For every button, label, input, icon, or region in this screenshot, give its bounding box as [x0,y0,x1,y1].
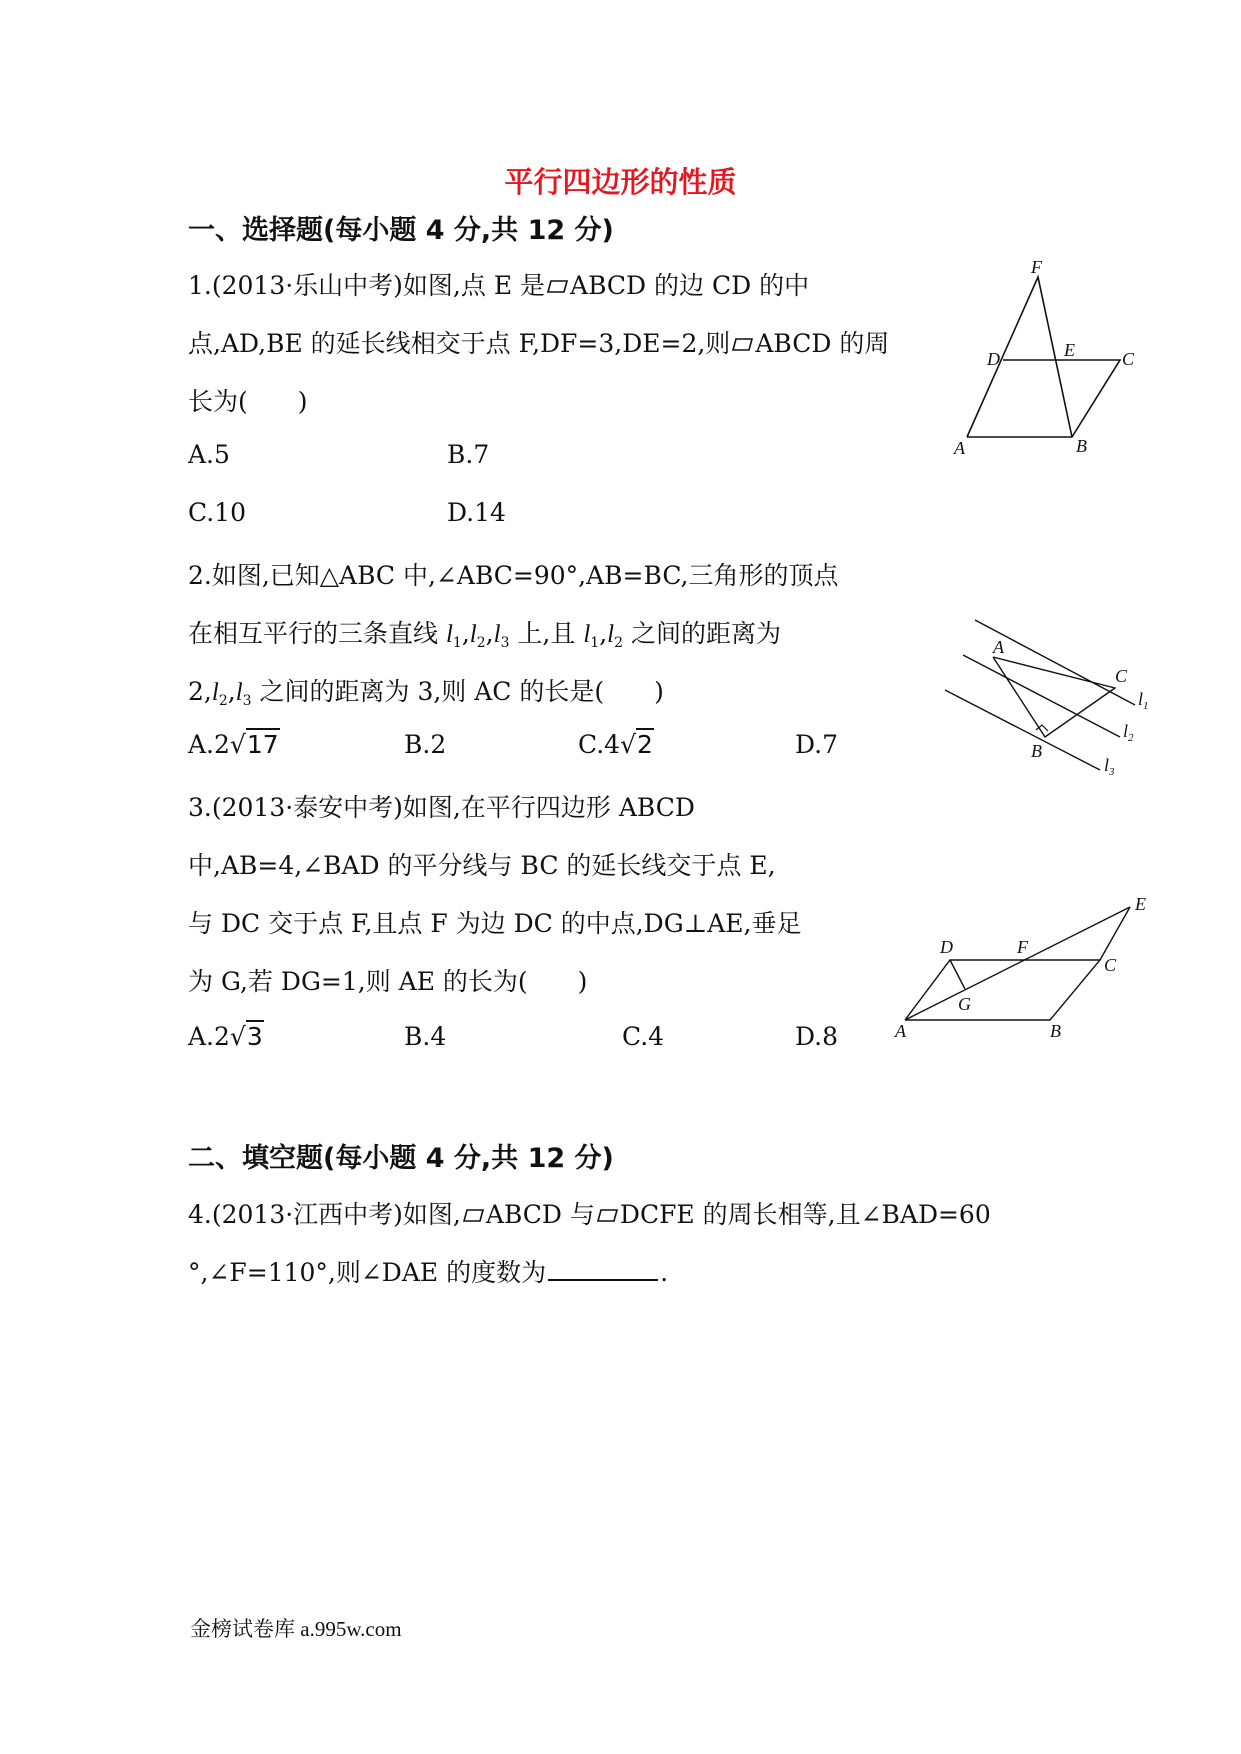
label-a: A [993,637,1004,657]
line-l-symbol: l [607,621,615,648]
q2-text-c: 之间的距离为 [623,619,781,648]
parallelogram-icon [732,338,753,351]
radicand: 3 [246,1022,263,1051]
label-f: F [1017,937,1028,957]
q3-line-3: 与 DC 交于点 F,且点 F 为边 DC 的中点,DG⊥AE,垂足 [188,909,802,938]
subscript: 3 [242,693,252,709]
label-c: C [1115,666,1128,686]
sqrt-icon: √3 [229,1022,263,1051]
label-g: G [958,994,971,1014]
q3-line-1: 3.(2013·泰安中考)如图,在平行四边形 ABCD [188,793,695,822]
q2-option-c [578,730,654,759]
label-b: B [1076,436,1087,456]
subscript: 3 [500,635,510,651]
triangle-fab [967,277,1072,437]
subscript: 1 [452,635,462,651]
label-c: C [1122,349,1135,369]
q1-parallelogram-figure [940,255,1140,465]
line-l-symbol: l [445,621,453,648]
q1-text-a: 1.(2013·乐山中考)如图,点 E 是 [188,271,546,300]
parallelogram-abcd [967,360,1120,437]
label-d: D [940,937,953,957]
q4-text-d: °,∠F=110°,则∠DAE 的度数为 [188,1258,547,1287]
q4-text-c: DCFE 的周长相等,且∠BAD=60 [619,1200,991,1229]
q3-option-c: C.4 [622,1022,665,1051]
q2-line-1: 2.如图,已知△ABC 中,∠ABC=90°,AB=BC,三角形的顶点 [188,561,839,590]
q2-option-a-prefix: A.2 [188,730,230,759]
q1-line-3: 长为( ) [188,387,308,416]
q4-text-b: ABCD 与 [485,1200,595,1229]
q3-option-d: D.8 [795,1022,839,1051]
q3-parallelogram-figure [890,890,1160,1045]
parallelogram-icon [597,1209,618,1222]
q1-text-c: 点,AD,BE 的延长线相交于点 F,DF=3,DE=2,则 [188,329,731,358]
subscript: 1 [590,635,600,651]
line-l-symbol: l [235,679,243,706]
segment-dg [950,960,965,989]
label-a: A [954,438,965,458]
footer-source: 金榜试卷库 a.995w.com [190,1617,402,1641]
parallelogram-icon [547,280,568,293]
line-l-symbol: l [211,679,219,706]
line-l1 [975,620,1135,705]
q2-line-3: $2,l_2,l_3$ 之间的距离为 3,则 AC 的长是( ) [188,677,664,709]
q4-line-1 [188,1195,991,1231]
label-b: B [1031,741,1042,761]
q1-option-b: B.7 [447,440,490,469]
label-a: A [895,1021,906,1041]
q3-option-a [188,1022,264,1051]
sqrt-icon: √2 [620,730,653,759]
line-l-symbol: l [583,621,591,648]
q1-line-2 [188,324,889,360]
parallelogram-icon [463,1209,484,1222]
subscript: 2 [476,635,486,651]
q3-line-2: 中,AB=4,∠BAD 的平分线与 BC 的延长线交于点 E, [188,851,776,880]
page-title: 平行四边形的性质 [504,165,737,199]
q3-option-b: B.4 [404,1022,447,1051]
label-c: C [1104,955,1117,975]
q2-option-d: D.7 [795,730,839,759]
q1-line-1 [188,266,809,302]
subscript: 2 [218,693,228,709]
sqrt-icon: √17 [229,730,279,759]
q1-option-c: C.10 [188,498,246,527]
answer-blank[interactable] [548,1257,658,1281]
label-l1: $l_1$ [1138,689,1149,712]
label-b: B [1050,1021,1061,1041]
q2-text-b: 上,且 [509,619,584,648]
section-heading-choice: 一、选择题(每小题 4 分,共 12 分) [188,215,614,246]
radicand: 17 [246,730,279,759]
line-l-symbol: l [493,621,501,648]
q2-parallel-lines-figure [935,615,1165,785]
radicand: 2 [637,730,653,759]
q2-option-b: B.2 [404,730,447,759]
q4-text-a: 4.(2013·江西中考)如图, [188,1200,461,1229]
q2-text-e: 之间的距离为 3,则 AC 的长是( ) [251,677,664,706]
label-d: D [987,349,1000,369]
q1-option-d: D.14 [447,498,506,527]
q2-option-a [188,730,280,759]
subscript: 2 [614,635,624,651]
label-e: E [1135,894,1146,914]
q3-line-4: 为 G,若 DG=1,则 AE 的长为( ) [188,967,588,996]
q2-text-d: 2, [188,677,212,706]
q3-option-a-prefix: A.2 [188,1022,230,1051]
q4-line-2 [188,1253,668,1289]
parallelogram-abcd [905,960,1100,1020]
q1-text-b: ABCD 的边 CD 的中 [570,271,810,300]
q1-text-d: ABCD 的周 [755,329,890,358]
q2-text-a: 在相互平行的三条直线 [188,619,446,648]
q2-line-2: 在相互平行的三条直线 $l_1,l_2,l_3$ 上,且 $l_1,l_2$ 之间的距离为 [188,619,781,651]
label-l3: $l_3$ [1104,755,1115,778]
line-l-symbol: l [469,621,477,648]
q1-option-a: A.5 [188,440,230,469]
label-e: E [1064,340,1075,360]
section-heading-fill-in: 二、填空题(每小题 4 分,共 12 分) [188,1143,614,1174]
q2-option-c-prefix: C.4 [578,730,621,759]
q4-text-e: . [660,1258,669,1287]
label-f: F [1031,257,1042,277]
label-l2: $l_2$ [1123,721,1134,744]
